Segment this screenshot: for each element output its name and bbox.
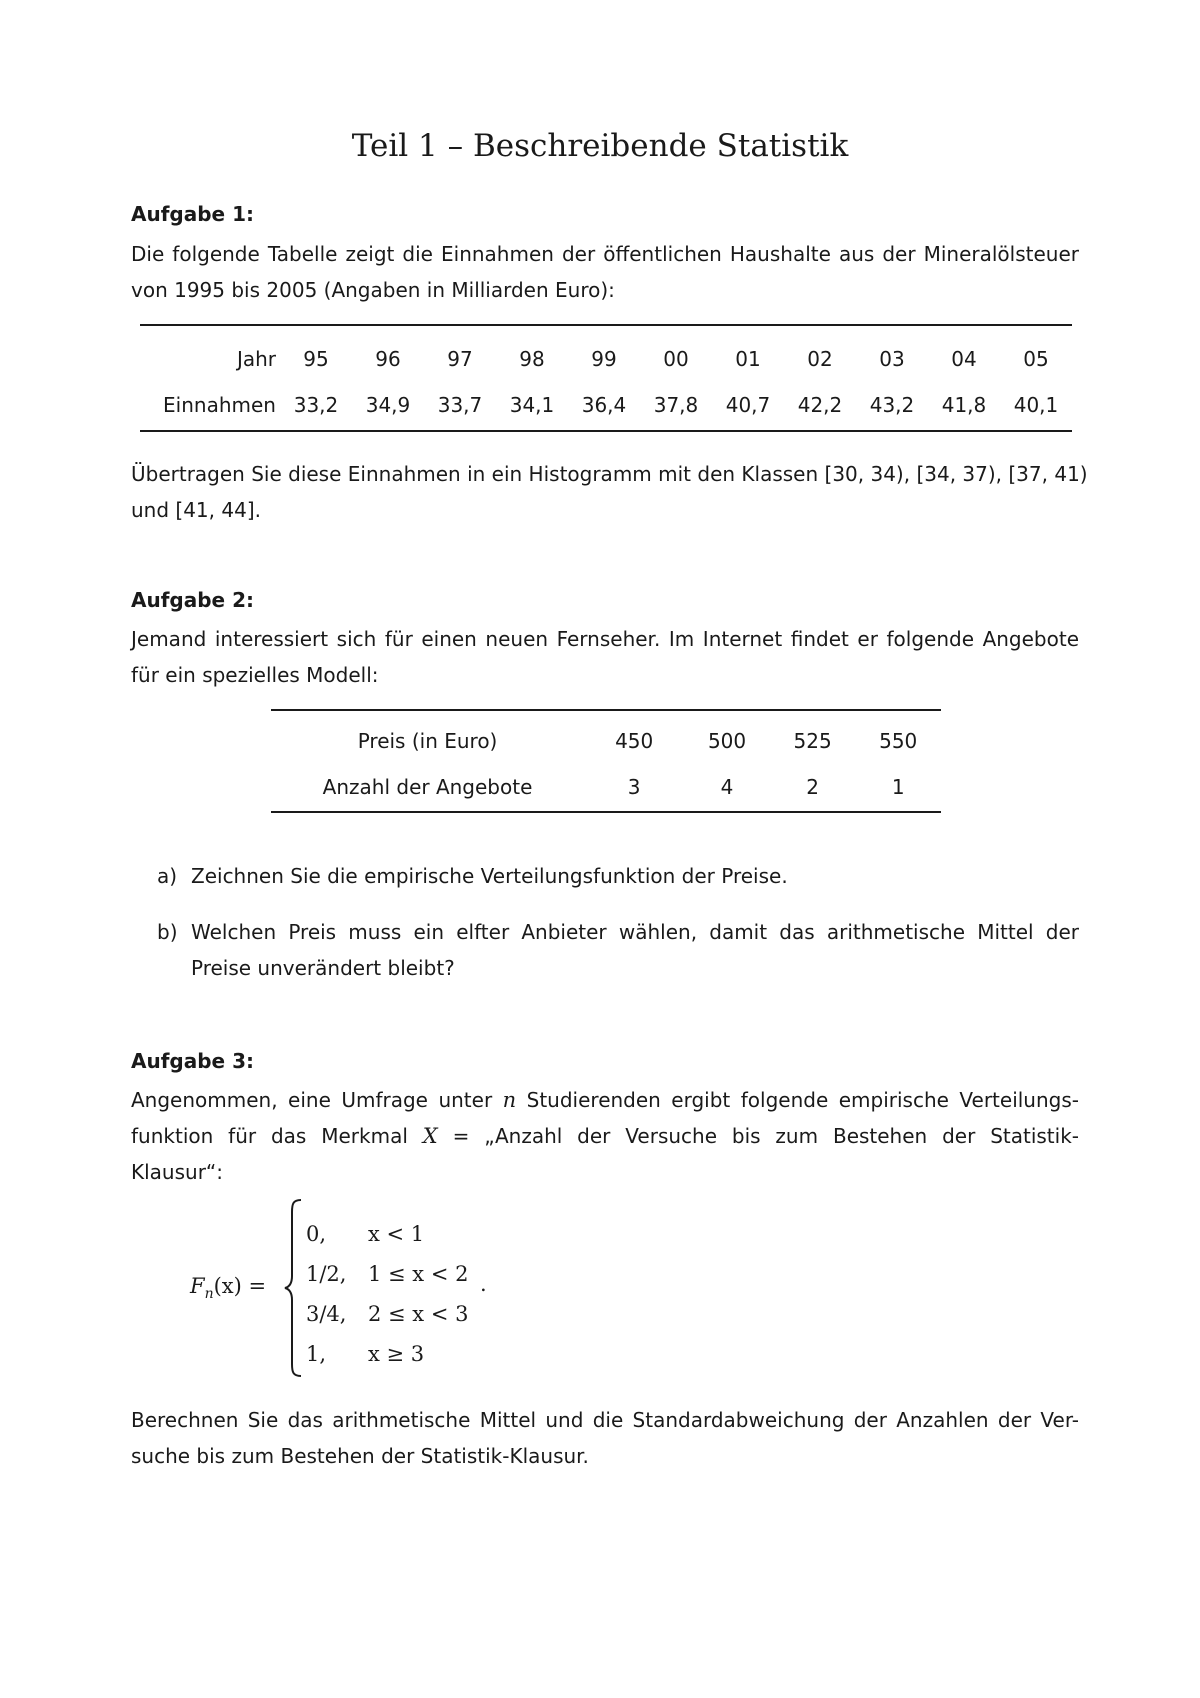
revenue-cell: 34,1	[509, 393, 555, 417]
revenue-cell: 41,8	[941, 393, 987, 417]
var-x: X	[422, 1124, 438, 1148]
aufgabe-2-intro	[131, 621, 1079, 693]
formula-case-row	[306, 1254, 476, 1294]
case-condition: x < 1	[368, 1222, 425, 1246]
year-cell: 01	[735, 347, 761, 371]
left-brace	[282, 1198, 304, 1378]
revenue-cell: 42,2	[797, 393, 843, 417]
formula-lhs	[190, 1274, 266, 1302]
aufgabe-1-intro-line-1: Die folgende Tabelle zeigt die Einnahmen der öffentlichen Haushalte aus der Mineralölsteuer	[131, 242, 1079, 266]
table-row-prices	[271, 718, 941, 764]
count-cell: 2	[806, 775, 819, 799]
revenue-cell: 40,1	[1013, 393, 1059, 417]
formula-period: .	[480, 1272, 487, 1296]
aufgabe-1-task	[131, 456, 1088, 528]
list-item-b-line-2: Preise unverändert bleibt?	[191, 956, 455, 980]
year-cell: 05	[1023, 347, 1049, 371]
aufgabe-1-task-line-1: Übertragen Sie diese Einnahmen in ein Histogramm mit den Klassen [30, 34), [34, 37), [37, 41)	[131, 462, 1088, 486]
count-cell: 4	[720, 775, 734, 799]
table-row-years	[140, 336, 1072, 382]
row-label-jahr: Jahr	[236, 347, 276, 371]
revenue-cell: 40,7	[725, 393, 771, 417]
aufgabe-3-intro-line-1	[131, 1082, 1079, 1118]
list-item-b	[157, 914, 1079, 986]
case-condition: 1 ≤ x < 2	[368, 1262, 469, 1286]
year-cell: 99	[591, 347, 617, 371]
list-item-a-text: Zeichnen Sie die empirische Verteilungsfunktion der Preise.	[191, 864, 788, 888]
page-title: Teil 1 – Beschreibende Statistik	[351, 128, 849, 164]
revenue-cell: 36,4	[581, 393, 627, 417]
aufgabe-1-task-line-2: und [41, 44].	[131, 498, 261, 522]
table-2-bottom-rule	[271, 811, 941, 813]
case-value: 1,	[306, 1342, 327, 1366]
aufgabe-1-intro-line-2: von 1995 bis 2005 (Angaben in Milliarden Euro):	[131, 278, 615, 302]
revenue-cell: 43,2	[869, 393, 915, 417]
year-cell: 97	[447, 347, 473, 371]
year-cell: 98	[519, 347, 545, 371]
table-2-top-rule	[271, 709, 941, 711]
revenue-table	[140, 336, 1072, 428]
aufgabe-2-intro-line-2: für ein spezielles Modell:	[131, 663, 379, 687]
list-item-b-body	[191, 914, 1079, 986]
formula-cases	[306, 1214, 476, 1374]
case-condition: 2 ≤ x < 3	[368, 1302, 469, 1326]
aufgabe-1-heading: Aufgabe 1:	[131, 202, 254, 226]
aufgabe-3-task-line-1: Berechnen Sie das arithmetische Mittel und die Standardabweichung der Anzahlen der Ver-	[131, 1408, 1079, 1432]
row-label-einnahmen: Einnahmen	[163, 393, 276, 417]
var-n: n	[502, 1088, 517, 1112]
list-item-a-label: a)	[157, 864, 178, 888]
table-1-bottom-rule	[140, 430, 1072, 432]
aufgabe-3-intro-line-2	[131, 1118, 1079, 1154]
list-item-b-line-1: Welchen Preis muss ein elfter Anbieter wählen, damit das arithmetische Mittel der	[191, 920, 1079, 944]
price-cell: 450	[615, 729, 654, 753]
intro-text: = „Anzahl der Versuche bis zum Bestehen der Statistik-	[437, 1124, 1080, 1148]
lhs-argument: (x) =	[213, 1274, 267, 1298]
revenue-cell: 33,2	[293, 393, 339, 417]
aufgabe-2-intro-line-1: Jemand interessiert sich für einen neuen Fernseher. Im Internet findet er folgende Angebote	[131, 627, 1079, 651]
intro-text: Angenommen, eine Umfrage unter	[131, 1088, 503, 1112]
revenue-cell: 34,9	[365, 393, 411, 417]
case-value: 3/4,	[306, 1302, 347, 1326]
case-condition: x ≥ 3	[368, 1342, 425, 1366]
price-cell: 550	[879, 729, 918, 753]
year-cell: 02	[807, 347, 833, 371]
formula-case-row	[306, 1214, 476, 1254]
intro-text: Studierenden ergibt folgende empirische Verteilungs-	[516, 1088, 1079, 1112]
price-cell: 500	[707, 729, 747, 753]
year-cell: 00	[663, 347, 689, 371]
year-cell: 95	[303, 347, 329, 371]
year-cell: 04	[951, 347, 977, 371]
row-label-anzahl: Anzahl der Angebote	[322, 775, 533, 799]
table-row-counts	[271, 764, 941, 810]
table-1-top-rule	[140, 324, 1072, 326]
list-item-b-label: b)	[157, 920, 178, 944]
list-item-a	[157, 858, 1079, 894]
case-value: 0,	[306, 1222, 327, 1246]
row-label-preis: Preis (in Euro)	[357, 729, 498, 753]
aufgabe-3-task-line-2: suche bis zum Bestehen der Statistik-Klausur.	[131, 1444, 589, 1468]
aufgabe-3-heading: Aufgabe 3:	[131, 1049, 254, 1073]
formula-case-row	[306, 1294, 476, 1334]
aufgabe-2-heading: Aufgabe 2:	[131, 588, 254, 612]
intro-text: funktion für das Merkmal	[131, 1124, 423, 1148]
aufgabe-3-intro	[131, 1082, 1079, 1190]
revenue-cell: 33,7	[437, 393, 483, 417]
count-cell: 3	[627, 775, 641, 799]
formula-case-row	[306, 1334, 476, 1374]
case-value: 1/2,	[306, 1262, 347, 1286]
year-cell: 03	[879, 347, 905, 371]
price-cell: 525	[793, 729, 832, 753]
aufgabe-3-task	[131, 1402, 1079, 1474]
aufgabe-1-intro	[131, 236, 1079, 308]
year-cell: 96	[375, 347, 401, 371]
count-cell: 1	[891, 775, 905, 799]
lhs-function: F	[190, 1274, 205, 1298]
table-row-revenues	[140, 382, 1072, 428]
price-table	[271, 718, 941, 810]
aufgabe-3-intro-line-3: Klausur“:	[131, 1160, 224, 1184]
lhs-subscript: n	[204, 1286, 214, 1303]
revenue-cell: 37,8	[653, 393, 699, 417]
